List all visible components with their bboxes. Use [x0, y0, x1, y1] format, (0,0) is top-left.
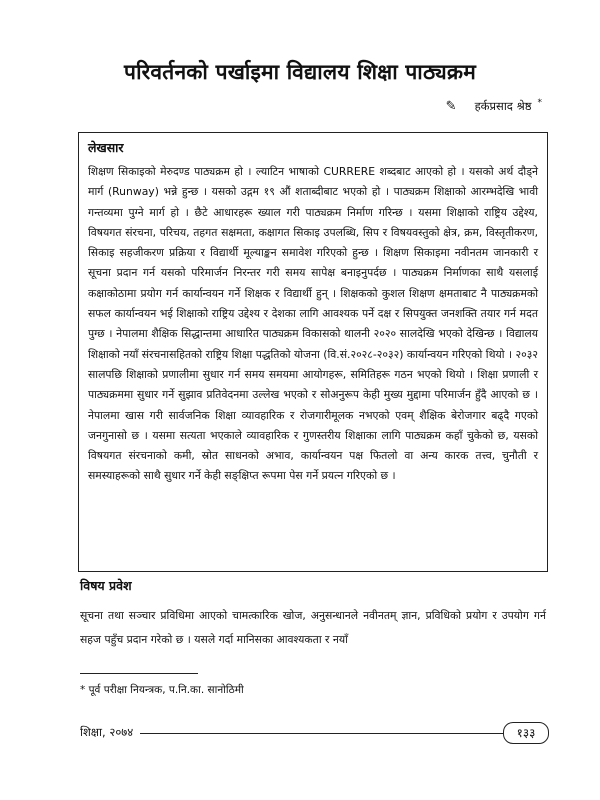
- abstract-heading: लेखसार: [88, 140, 124, 155]
- page-title: परिवर्तनको पर्खाइमा विद्यालय शिक्षा पाठ्यक्रम: [124, 60, 476, 84]
- section-heading: विषय प्रवेश: [80, 578, 132, 593]
- journal-footer: शिक्षा, २०७४: [80, 725, 134, 739]
- footnote: * पूर्व परीक्षा नियन्त्रक, प.नि.का. सानोठिमी: [80, 684, 244, 696]
- footnote-divider: [80, 673, 198, 674]
- footer-divider: [140, 733, 504, 734]
- page-number: १३३: [503, 722, 549, 744]
- pen-icon: ✎: [445, 98, 457, 114]
- abstract-body: शिक्षण सिकाइको मेरुदण्ड पाठ्यक्रम हो । ल्याटिन भाषाको CURRERE शब्दबाट आएको हो । यसको अर्थ दौड्ने मार्ग (Runway) भन्ने हुन्छ । यसको उद्गम १९ औं शताब्दीबाट भएको हो । पाठ्यक्रम शिक्षाको आरम्भदेखि भावी गन्तव्यमा पुग्ने मार्ग हो । छैटे आधारहरू ख्याल गरी पाठ्यक्रम निर्माण गरिन्छ । यसमा शिक्षाको राष्ट्रिय उद्देश्य, विषयगत संरचना, परिचय, तहगत सक्षमता, कक्षागत सिकाइ उपलब्धि, सिप र विषयवस्तुको क्षेत्र, क्रम, विस्तृतीकरण, सिकाइ सहजीकरण प्रक्रिया र विद्यार्थी मूल्याङ्कन समावेश गरिएको हुन्छ । शिक्षण सिकाइमा नवीनतम जानकारी र सूचना प्रदान गर्न यसको परिमार्जन निरन्तर गरी समय सापेक्ष बनाइनुपर्दछ । पाठ्यक्रम निर्माणका साथै यसलाई कक्षाकोठामा प्रयोग गर्न कार्यान्वयन गर्ने शिक्षक र विद्यार्थी हुन् । शिक्षकको कुशल शिक्षण क्षमताबाट नै पाठ्यक्रमको सफल कार्यान्वयन भई शिक्षाको राष्ट्रिय उद्देश्य र देशका लागि आवश्यक पर्ने दक्ष र सिपयुक्त जनशक्ति तयार गर्न मदत पुग्छ । नेपालमा शैक्षिक सिद्धान्तमा आधारित पाठ्यक्रम विकासको थालनी २०२० सालदेखि भएको देखिन्छ । विद्यालय शिक्षाको नयाँ संरचनासहितको राष्ट्रिय शिक्षा पद्धतिको योजना (वि.सं.२०२८-२०३२) कार्यान्वयन गरिएको थियो । २०३२ सालपछि शिक्षाको प्रणालीमा सुधार गर्न समय समयमा आयोगहरू, समितिहरू गठन भएको थियो । शिक्षा प्रणाली र पाठ्यक्रममा सुधार गर्ने सुझाव प्रतिवेदनमा उल्लेख भएको र सोअनुरूप केही मुख्य मुद्दामा परिमार्जन हुँदै आएको छ । नेपालमा खास गरी सार्वजनिक शिक्षा व्यावहारिक र रोजगारीमूलक नभएको एवम् शैक्षिक बेरोजगार बढ्दै गएको जनगुनासो छ । यसमा सत्यता भएकाले व्यावहारिक र गुणस्तरीय शिक्षाका लागि पाठ्यक्रम कहाँ चुकेको छ, यसको विषयगत संरचनाको कमी, स्रोत साधनको अभाव, कार्यान्वयन पक्ष फितलो वा अन्य कारक तत्त्व, चुनौती र समस्याहरूको साथै सुधार गर्ने केही सङ्क्षिप्त रूपमा पेस गर्ने प्रयत्न गरिएको छ ।: [88, 165, 538, 483]
- author-name: हर्कप्रसाद श्रेष्ठ: [474, 98, 532, 113]
- author-footnote-marker: *: [537, 98, 542, 108]
- abstract-box: [78, 132, 548, 572]
- author-line: [446, 98, 542, 114]
- section-body: सूचना तथा सञ्चार प्रविधिमा आएको चामत्कारिक खोज, अनुसन्धानले नवीनतम् ज्ञान, प्रविधिको प्रयोग र उपयोग गर्न सहज पहुँच प्रदान गरेको छ । यसले गर्दा मानिसका आवश्यकता र नयाँ: [80, 609, 546, 646]
